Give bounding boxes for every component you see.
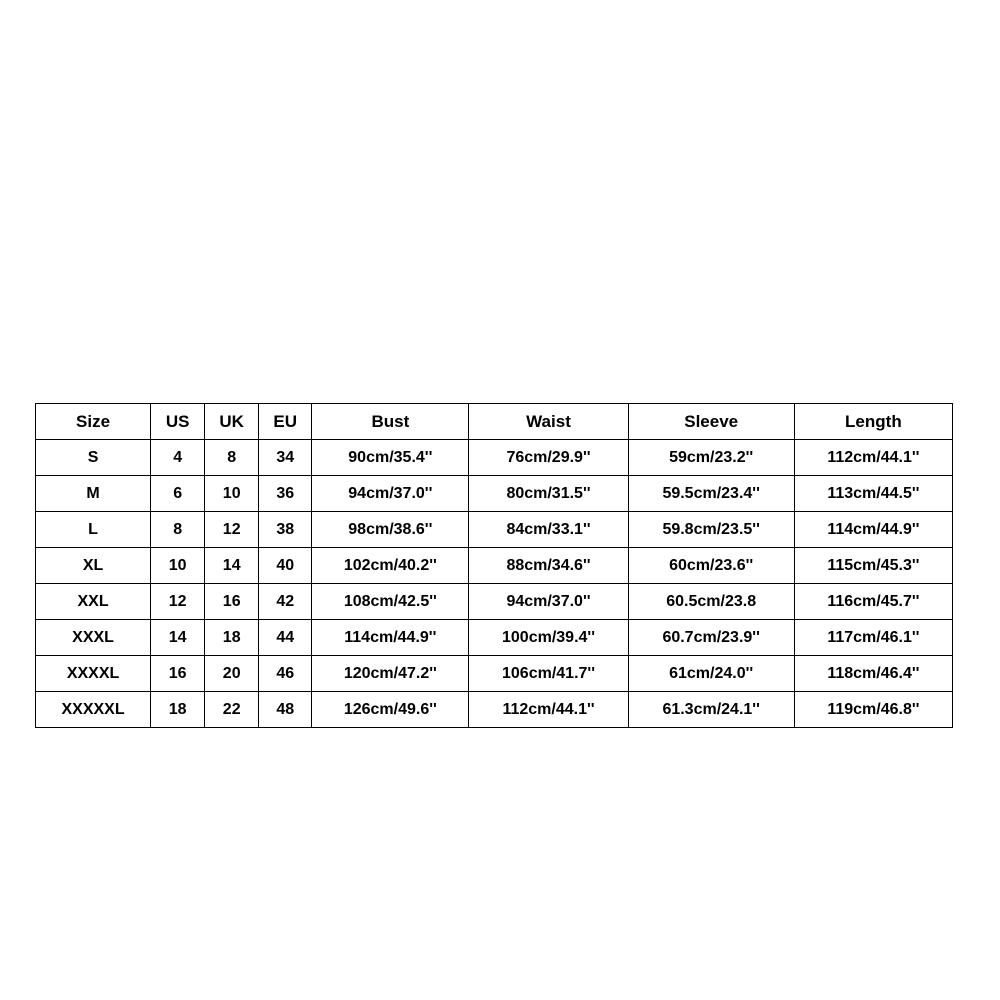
table-row (36, 656, 953, 692)
cell-waist: 106cm/41.7'' (469, 656, 628, 692)
cell-us: 10 (151, 548, 205, 584)
cell-bust: 114cm/44.9'' (312, 620, 469, 656)
cell-us: 8 (151, 512, 205, 548)
table-row (36, 584, 953, 620)
cell-waist: 80cm/31.5'' (469, 476, 628, 512)
header-us: US (151, 404, 205, 440)
cell-us: 4 (151, 440, 205, 476)
table-row (36, 476, 953, 512)
cell-us: 18 (151, 692, 205, 728)
cell-size: S (36, 440, 151, 476)
cell-eu: 42 (259, 584, 312, 620)
cell-sleeve: 60.7cm/23.9'' (628, 620, 794, 656)
header-row (36, 404, 953, 440)
cell-eu: 36 (259, 476, 312, 512)
cell-sleeve: 61.3cm/24.1'' (628, 692, 794, 728)
table-row (36, 620, 953, 656)
cell-size: XL (36, 548, 151, 584)
cell-uk: 10 (205, 476, 259, 512)
header-uk: UK (205, 404, 259, 440)
cell-sleeve: 59cm/23.2'' (628, 440, 794, 476)
header-length: Length (794, 404, 952, 440)
cell-sleeve: 60cm/23.6'' (628, 548, 794, 584)
cell-sleeve: 60.5cm/23.8 (628, 584, 794, 620)
cell-sleeve: 59.5cm/23.4'' (628, 476, 794, 512)
cell-size: XXXXL (36, 656, 151, 692)
size-chart-table (35, 403, 953, 728)
cell-sleeve: 61cm/24.0'' (628, 656, 794, 692)
cell-eu: 48 (259, 692, 312, 728)
cell-length: 119cm/46.8'' (794, 692, 952, 728)
table-row (36, 548, 953, 584)
cell-us: 6 (151, 476, 205, 512)
cell-bust: 94cm/37.0'' (312, 476, 469, 512)
cell-length: 113cm/44.5'' (794, 476, 952, 512)
cell-length: 114cm/44.9'' (794, 512, 952, 548)
cell-waist: 100cm/39.4'' (469, 620, 628, 656)
cell-eu: 38 (259, 512, 312, 548)
cell-eu: 34 (259, 440, 312, 476)
cell-waist: 88cm/34.6'' (469, 548, 628, 584)
cell-length: 118cm/46.4'' (794, 656, 952, 692)
cell-waist: 76cm/29.9'' (469, 440, 628, 476)
cell-bust: 108cm/42.5'' (312, 584, 469, 620)
header-sleeve: Sleeve (628, 404, 794, 440)
cell-uk: 12 (205, 512, 259, 548)
cell-size: XXXXXL (36, 692, 151, 728)
cell-size: XXL (36, 584, 151, 620)
cell-waist: 94cm/37.0'' (469, 584, 628, 620)
cell-uk: 8 (205, 440, 259, 476)
cell-size: XXXL (36, 620, 151, 656)
cell-uk: 18 (205, 620, 259, 656)
cell-sleeve: 59.8cm/23.5'' (628, 512, 794, 548)
cell-us: 14 (151, 620, 205, 656)
header-bust: Bust (312, 404, 469, 440)
cell-bust: 102cm/40.2'' (312, 548, 469, 584)
cell-uk: 20 (205, 656, 259, 692)
cell-length: 116cm/45.7'' (794, 584, 952, 620)
cell-length: 115cm/45.3'' (794, 548, 952, 584)
cell-uk: 16 (205, 584, 259, 620)
cell-waist: 112cm/44.1'' (469, 692, 628, 728)
cell-uk: 14 (205, 548, 259, 584)
cell-bust: 120cm/47.2'' (312, 656, 469, 692)
table-row (36, 440, 953, 476)
cell-uk: 22 (205, 692, 259, 728)
header-waist: Waist (469, 404, 628, 440)
cell-bust: 98cm/38.6'' (312, 512, 469, 548)
cell-bust: 90cm/35.4'' (312, 440, 469, 476)
table-row (36, 692, 953, 728)
cell-waist: 84cm/33.1'' (469, 512, 628, 548)
cell-eu: 44 (259, 620, 312, 656)
cell-us: 12 (151, 584, 205, 620)
cell-size: L (36, 512, 151, 548)
cell-length: 117cm/46.1'' (794, 620, 952, 656)
cell-length: 112cm/44.1'' (794, 440, 952, 476)
cell-eu: 46 (259, 656, 312, 692)
cell-eu: 40 (259, 548, 312, 584)
table-row (36, 512, 953, 548)
header-eu: EU (259, 404, 312, 440)
header-size: Size (36, 404, 151, 440)
cell-us: 16 (151, 656, 205, 692)
cell-bust: 126cm/49.6'' (312, 692, 469, 728)
cell-size: M (36, 476, 151, 512)
